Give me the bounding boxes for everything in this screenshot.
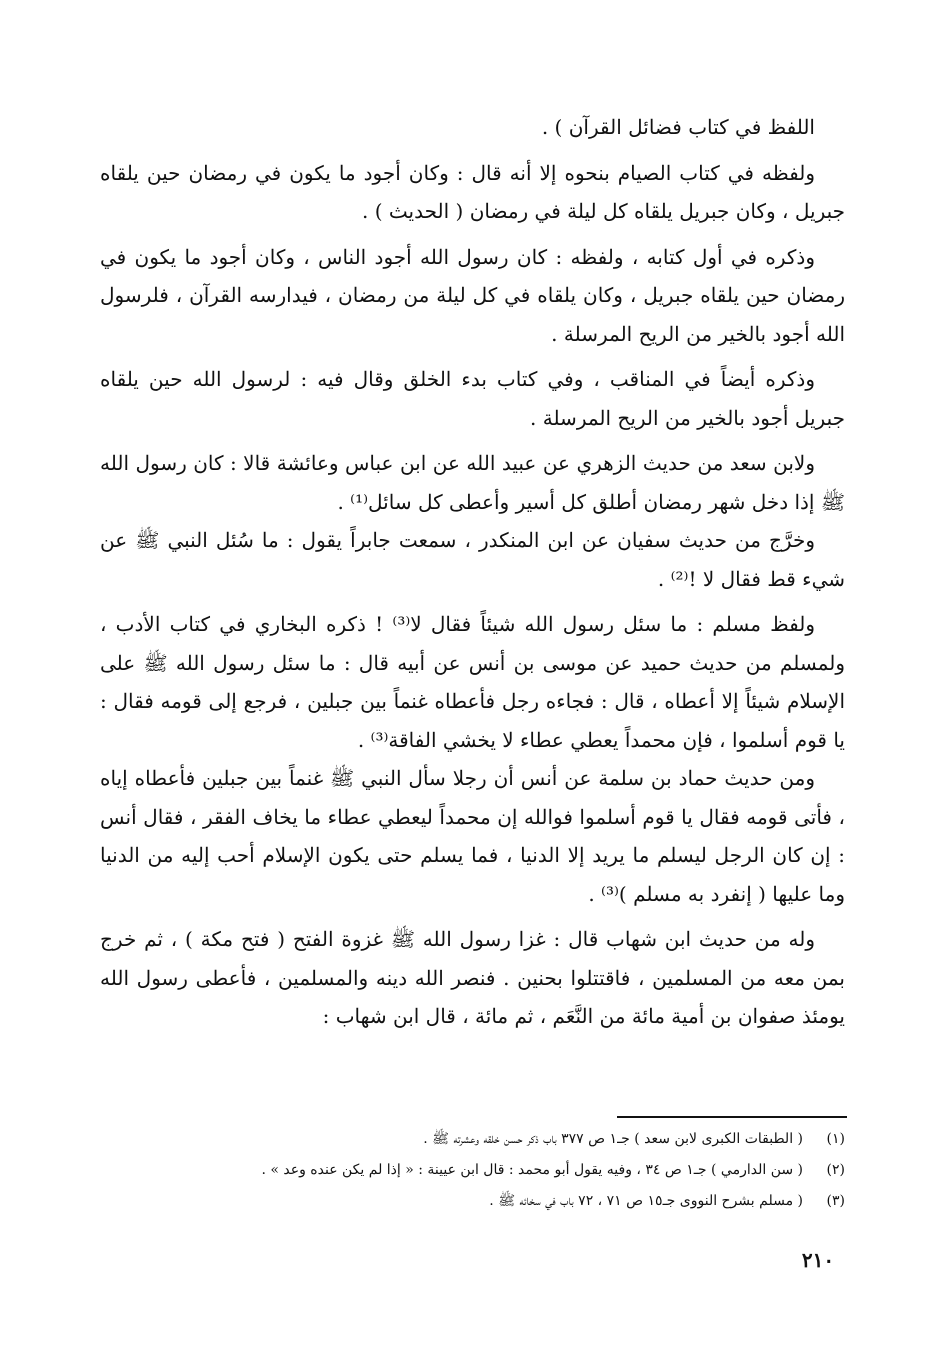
- footnote-3: [100, 1186, 845, 1217]
- paragraph-7: ولفظ مسلم : ما سئل رسول الله شيئاً فقال لا⁽³⁾ ! ذكره البخاري في كتاب الأدب ، ولمسلم من حديث حميد عن موسى بن أنس عن أبيه قال : ما سئل رسول الله ﷺ على الإسلام شيئاً إلا أعطاه ، قال : فجاءه رجل فأعطاه غنماً بين جبلين ، فرجع إلى قومه فقال : يا قوم أسلموا ، فإن محمداً يعطي عطاء لا يخشي الفاقة⁽³⁾ .: [100, 612, 845, 752]
- paragraph-8: ومن حديث حماد بن سلمة عن أنس أن رجلا سأل النبي ﷺ غنماً بين جبلين فأعطاه إياه ، فأتى قومه فقال يا قوم أسلموا فوالله إن محمداً ليعطي عطاء ما يخاف الفقر ، فقال أنس : إن كان الرجل ليسلم ما يريد إلا الدنيا ، فما يسلم حتى يكون الإسلام أحب إليه من الدنيا وما عليها ( إنفرد به مسلم )⁽³⁾ .: [100, 766, 845, 906]
- page-number: ٢١٠: [801, 1248, 835, 1272]
- footnote-number: (٢): [826, 1162, 845, 1178]
- main-text: [100, 108, 845, 1043]
- footnote-number: (٣): [826, 1193, 845, 1209]
- footnote-1: [100, 1124, 845, 1155]
- footnote-text: ( مسلم بشرح النووى جـ١٥ ص ٧١ ، ٧٢ باب في سخائه ﷺ .: [489, 1193, 803, 1209]
- paragraph-6: وخرَّج من حديث سفيان عن ابن المنكدر ، سمعت جابراً يقول : ما سُئل النبي ﷺ عن شيء قط فقال لا !⁽²⁾ .: [100, 528, 845, 591]
- footnote-2: [100, 1155, 845, 1186]
- paragraph-4: وذكره أيضاً في المناقب ، وفي كتاب بدء الخلق وقال فيه : لرسول الله حين يلقاه جبريل أجود بالخير من الريح المرسلة .: [100, 367, 845, 430]
- footnotes: [100, 1124, 845, 1217]
- footnote-number: (١): [826, 1131, 845, 1147]
- footnote-divider: [617, 1116, 847, 1118]
- paragraph-1: اللفظ في كتاب فضائل القرآن ) .: [541, 115, 815, 139]
- footnote-text: ( الطبقات الكبرى لابن سعد ) جـ١ ص ٣٧٧ باب ذكر حسن خلقه وعشرته ﷺ .: [423, 1131, 803, 1147]
- paragraph-2: ولفظه في كتاب الصيام بنحوه إلا أنه قال : وكان أجود ما يكون في رمضان حين يلقاه جبريل ، وكان جبريل يلقاه كل ليلة في رمضان ( الحديث ) .: [100, 160, 845, 223]
- paragraph-3: وذكره في أول كتابه ، ولفظه : كان رسول الله أجود الناس ، وكان أجود ما يكون في رمضان حين يلقاه جبريل ، وكان يلقاه في كل ليلة من رمضان ، فيدارسه القرآن ، فلرسول الله أجود بالخير من الريح المرسلة .: [100, 244, 845, 346]
- footnote-text: ( سن الدارمي ) جـ١ ص ٣٤ ، وفيه يقول أبو محمد : قال ابن عيينة : « إذا لم يكن عنده وعد » .: [261, 1162, 803, 1178]
- paragraph-5: ولابن سعد من حديث الزهري عن عبيد الله عن ابن عباس وعائشة قالا : كان رسول الله ﷺ إذا دخل شهر رمضان أطلق كل أسير وأعطى كل سائل⁽¹⁾ .: [100, 451, 845, 514]
- paragraph-9: وله من حديث ابن شهاب قال : غزا رسول الله ﷺ غزوة الفتح ( فتح مكة ) ، ثم خرج بمن معه من المسلمين ، فاقتتلوا بحنين . فنصر الله دينه والمسلمين ، فأعطى رسول الله يومئذ صفوان بن أمية مائة من النَّعَم ، ثم مائة ، قال ابن شهاب :: [100, 927, 845, 1028]
